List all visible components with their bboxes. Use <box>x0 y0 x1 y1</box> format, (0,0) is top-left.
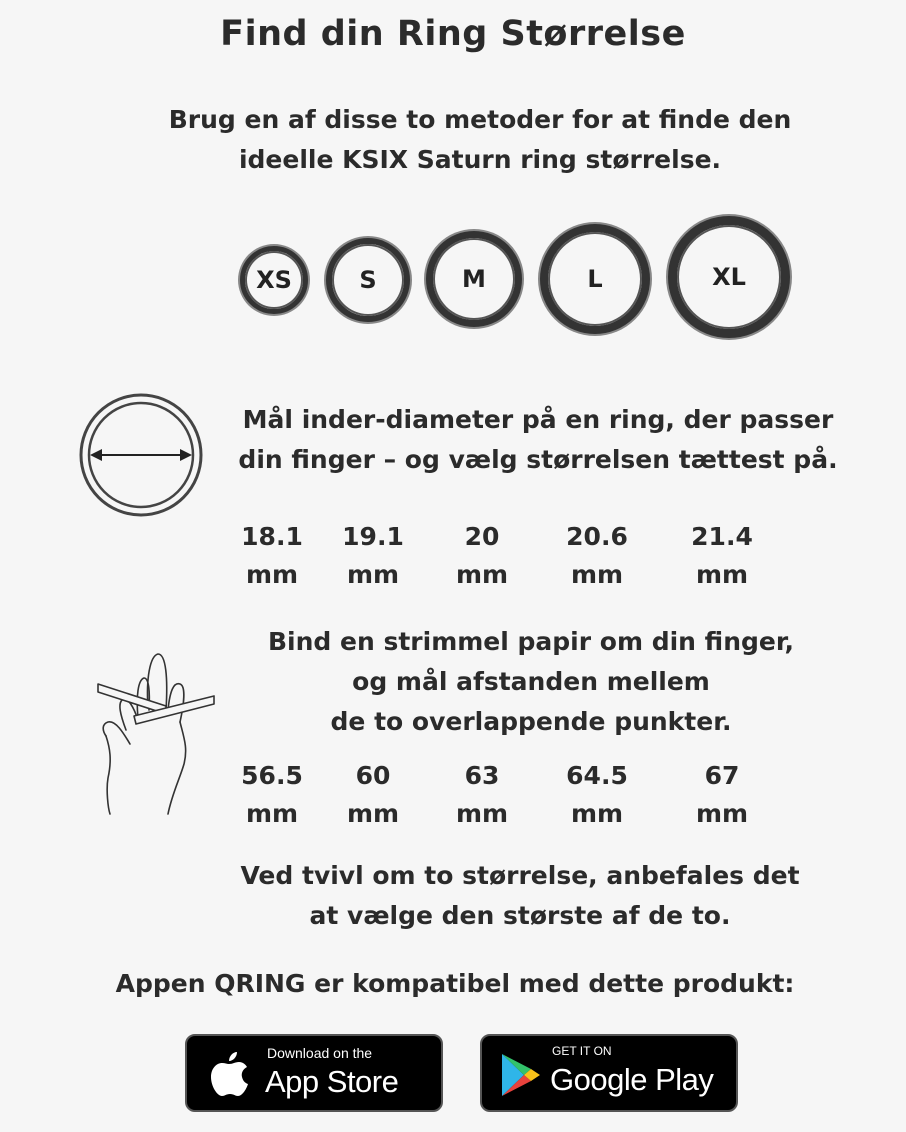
app-store-big-text: App Store <box>265 1064 399 1099</box>
google-play-big-text: Google Play <box>550 1062 714 1097</box>
ring-size-label: M <box>462 265 486 293</box>
method-1-text <box>218 400 858 480</box>
measurement-value: 64.5 <box>566 761 628 790</box>
measurement-unit: mm <box>245 799 299 828</box>
google-play-button[interactable] <box>480 1034 738 1112</box>
ring-size-label: XS <box>256 266 292 294</box>
measurement-unit: mm <box>695 799 749 828</box>
note-line-2: at vælge den største af de to. <box>309 901 731 930</box>
page-title: Find din Ring Størrelse <box>220 14 686 54</box>
diameter-value-l <box>547 518 647 594</box>
measurement-unit: mm <box>346 560 400 589</box>
intro-line-1: Brug en af disse to metoder for at finde den <box>168 105 792 134</box>
google-play-icon <box>500 1052 542 1098</box>
measurement-unit: mm <box>455 560 509 589</box>
ring-size-label: L <box>587 265 603 293</box>
diameter-value-s <box>323 518 423 594</box>
circumference-value-m <box>432 757 532 833</box>
measurement-value: 56.5 <box>241 761 303 790</box>
note-line-1: Ved tvivl om to størrelse, anbefales det <box>240 861 800 890</box>
method-2-line-3: de to overlappende punkter. <box>330 707 732 736</box>
diameter-value-m <box>432 518 532 594</box>
intro-text <box>110 100 850 180</box>
measurement-value: 20.6 <box>566 522 628 551</box>
app-compatibility-text: Appen QRING er kompatibel med dette produkt: <box>115 969 795 998</box>
measurement-value: 67 <box>704 761 740 790</box>
ring-size-xl <box>668 216 790 338</box>
diameter-value-xs <box>222 518 322 594</box>
measurement-unit: mm <box>570 799 624 828</box>
ring-size-s <box>326 238 410 322</box>
app-store-button[interactable] <box>185 1034 443 1112</box>
intro-line-2: ideelle KSIX Saturn ring størrelse. <box>238 145 722 174</box>
apple-icon <box>209 1048 249 1098</box>
measurement-unit: mm <box>570 560 624 589</box>
measurement-unit: mm <box>346 799 400 828</box>
ring-size-label: XL <box>712 263 746 291</box>
diameter-value-xl <box>672 518 772 594</box>
method-1-line-1: Mål inder-diameter på en ring, der passer <box>242 405 834 434</box>
method-2-text <box>220 622 842 742</box>
ring-size-l <box>540 224 650 334</box>
measurement-value: 63 <box>464 761 500 790</box>
app-store-small-text: Download on the <box>267 1045 373 1061</box>
measurement-value: 18.1 <box>241 522 303 551</box>
size-advice-note <box>180 856 860 936</box>
measurement-value: 19.1 <box>342 522 404 551</box>
method-1-line-2: din finger – og vælg størrelsen tættest på. <box>238 445 838 474</box>
circumference-value-xl <box>672 757 772 833</box>
measurement-value: 60 <box>355 761 391 790</box>
ring-size-m <box>426 231 522 327</box>
ring-diameter-icon <box>78 390 204 520</box>
measurement-value: 20 <box>464 522 500 551</box>
method-2-line-2: og mål afstanden mellem <box>352 667 710 696</box>
measurement-unit: mm <box>455 799 509 828</box>
measurement-unit: mm <box>245 560 299 589</box>
ring-size-xs <box>240 246 308 314</box>
google-play-small-text: GET IT ON <box>552 1044 612 1058</box>
hand-paper-strip-icon <box>96 648 220 818</box>
circumference-value-s <box>323 757 423 833</box>
measurement-unit: mm <box>695 560 749 589</box>
circumference-value-xs <box>222 757 322 833</box>
method-2-line-1: Bind en strimmel papir om din finger, <box>267 627 795 656</box>
circumference-value-l <box>547 757 647 833</box>
ring-size-label: S <box>359 266 377 294</box>
measurement-value: 21.4 <box>691 522 753 551</box>
